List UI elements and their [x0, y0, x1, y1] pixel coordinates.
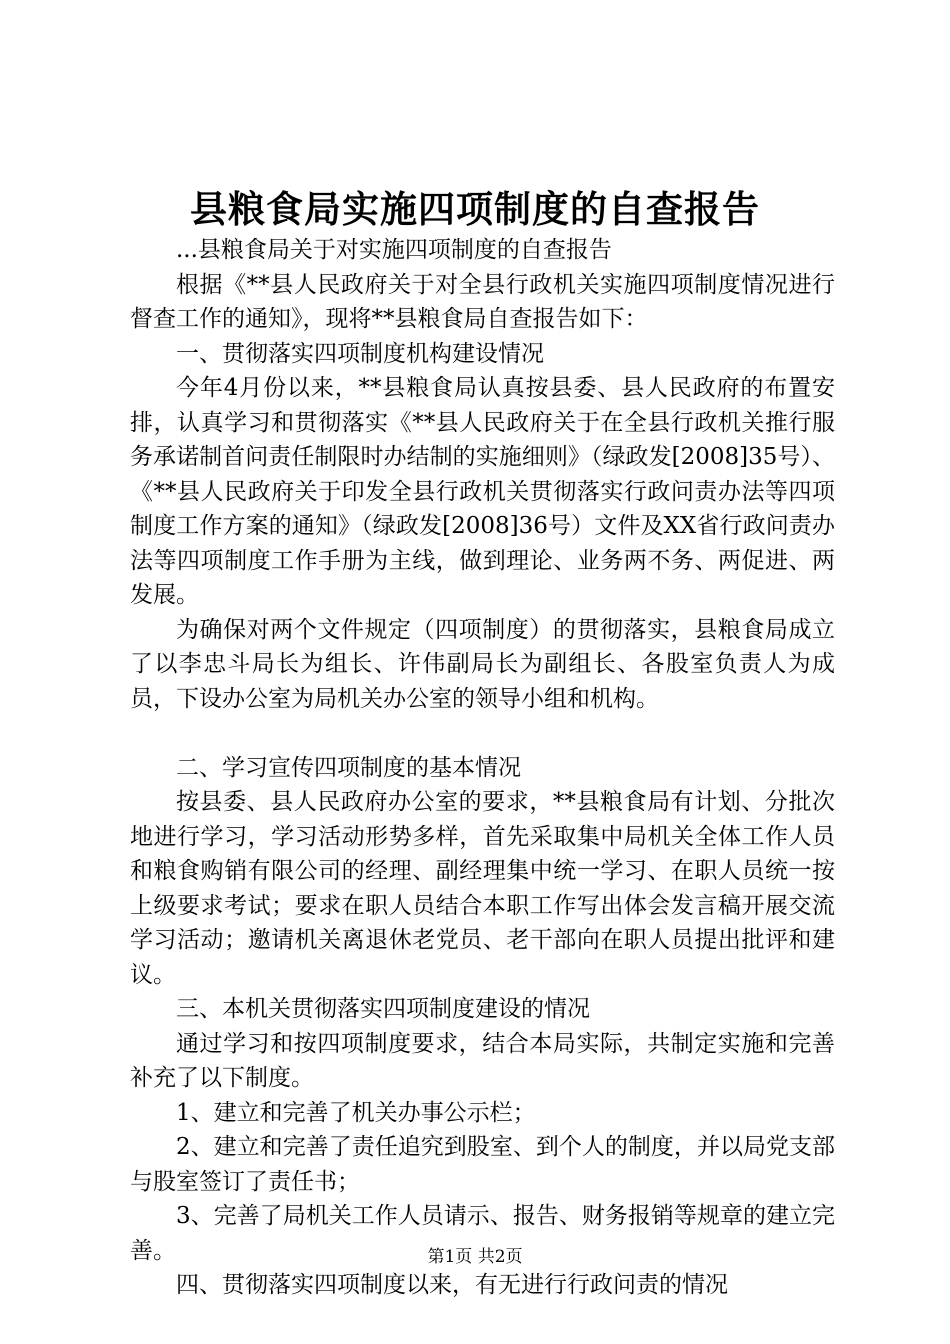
body-paragraph: 为确保对两个文件规定（四项制度）的贯彻落实，县粮食局成立了以李忠斗局长为组长、许伟副局长为副组长、各股室负责人为成员，下设办公室为局机关办公室的领导小组和机构。 [130, 616, 835, 712]
document-body [130, 233, 835, 1303]
section-heading-2: 二、学习宣传四项制度的基本情况 [176, 754, 521, 781]
subtitle-paragraph: ...县粮食局关于对实施四项制度的自查报告 [176, 237, 612, 263]
document-title: 县粮食局实施四项制度的自查报告 [190, 188, 760, 231]
intro-paragraph: 根据《**县人民政府关于对全县行政机关实施四项制度情况进行督查工作的通知》，现将**县粮食局自查报告如下： [130, 271, 835, 332]
body-paragraph: 按县委、县人民政府办公室的要求，**县粮食局有计划、分批次地进行学习，学习活动形势多样，首先采取集中局机关全体工作人员和粮食购销有限公司的经理、副经理集中统一学习、在职人员统一按上级要求考试；要求在职人员结合本职工作写出体会发言稿开展交流学习活动；邀请机关离退休老党员、老干部向在职人员提出批评和建议。 [130, 789, 835, 988]
body-paragraph: 今年4月份以来，**县粮食局认真按县委、县人民政府的布置安排，认真学习和贯彻落实《**县人民政府关于在全县行政机关推行服务承诺制首问责任制限时办结制的实施细则》（绿政发[2008]35号）、《**县人民政府关于印发全县行政机关贯彻落实行政问责办法等四项制度工作方案的通知》（绿政发[2008]36号）文件及XX省行政问责办法等四项制度工作手册为主线，做到理论、业务两不务、两促进、两发展。 [130, 375, 835, 608]
list-item: 1、建立和完善了机关办事公示栏； [176, 1099, 536, 1126]
list-item: 2、建立和完善了责任追究到股室、到个人的制度，并以局党支部与股室签订了责任书； [130, 1134, 835, 1195]
section-heading-1: 一、贯彻落实四项制度机构建设情况 [176, 340, 544, 367]
list-item: 3、完善了局机关工作人员请示、报告、财务报销等规章的建立完善。 [130, 1203, 835, 1264]
section-heading-4: 四、贯彻落实四项制度以来，有无进行行政问责的情况 [176, 1272, 728, 1298]
section-heading-3: 三、本机关贯彻落实四项制度建设的情况 [176, 996, 590, 1022]
body-paragraph: 通过学习和按四项制度要求，结合本局实际，共制定实施和完善补充了以下制度。 [130, 1030, 835, 1091]
page-footer: 第1页 共2页 [427, 1247, 523, 1267]
